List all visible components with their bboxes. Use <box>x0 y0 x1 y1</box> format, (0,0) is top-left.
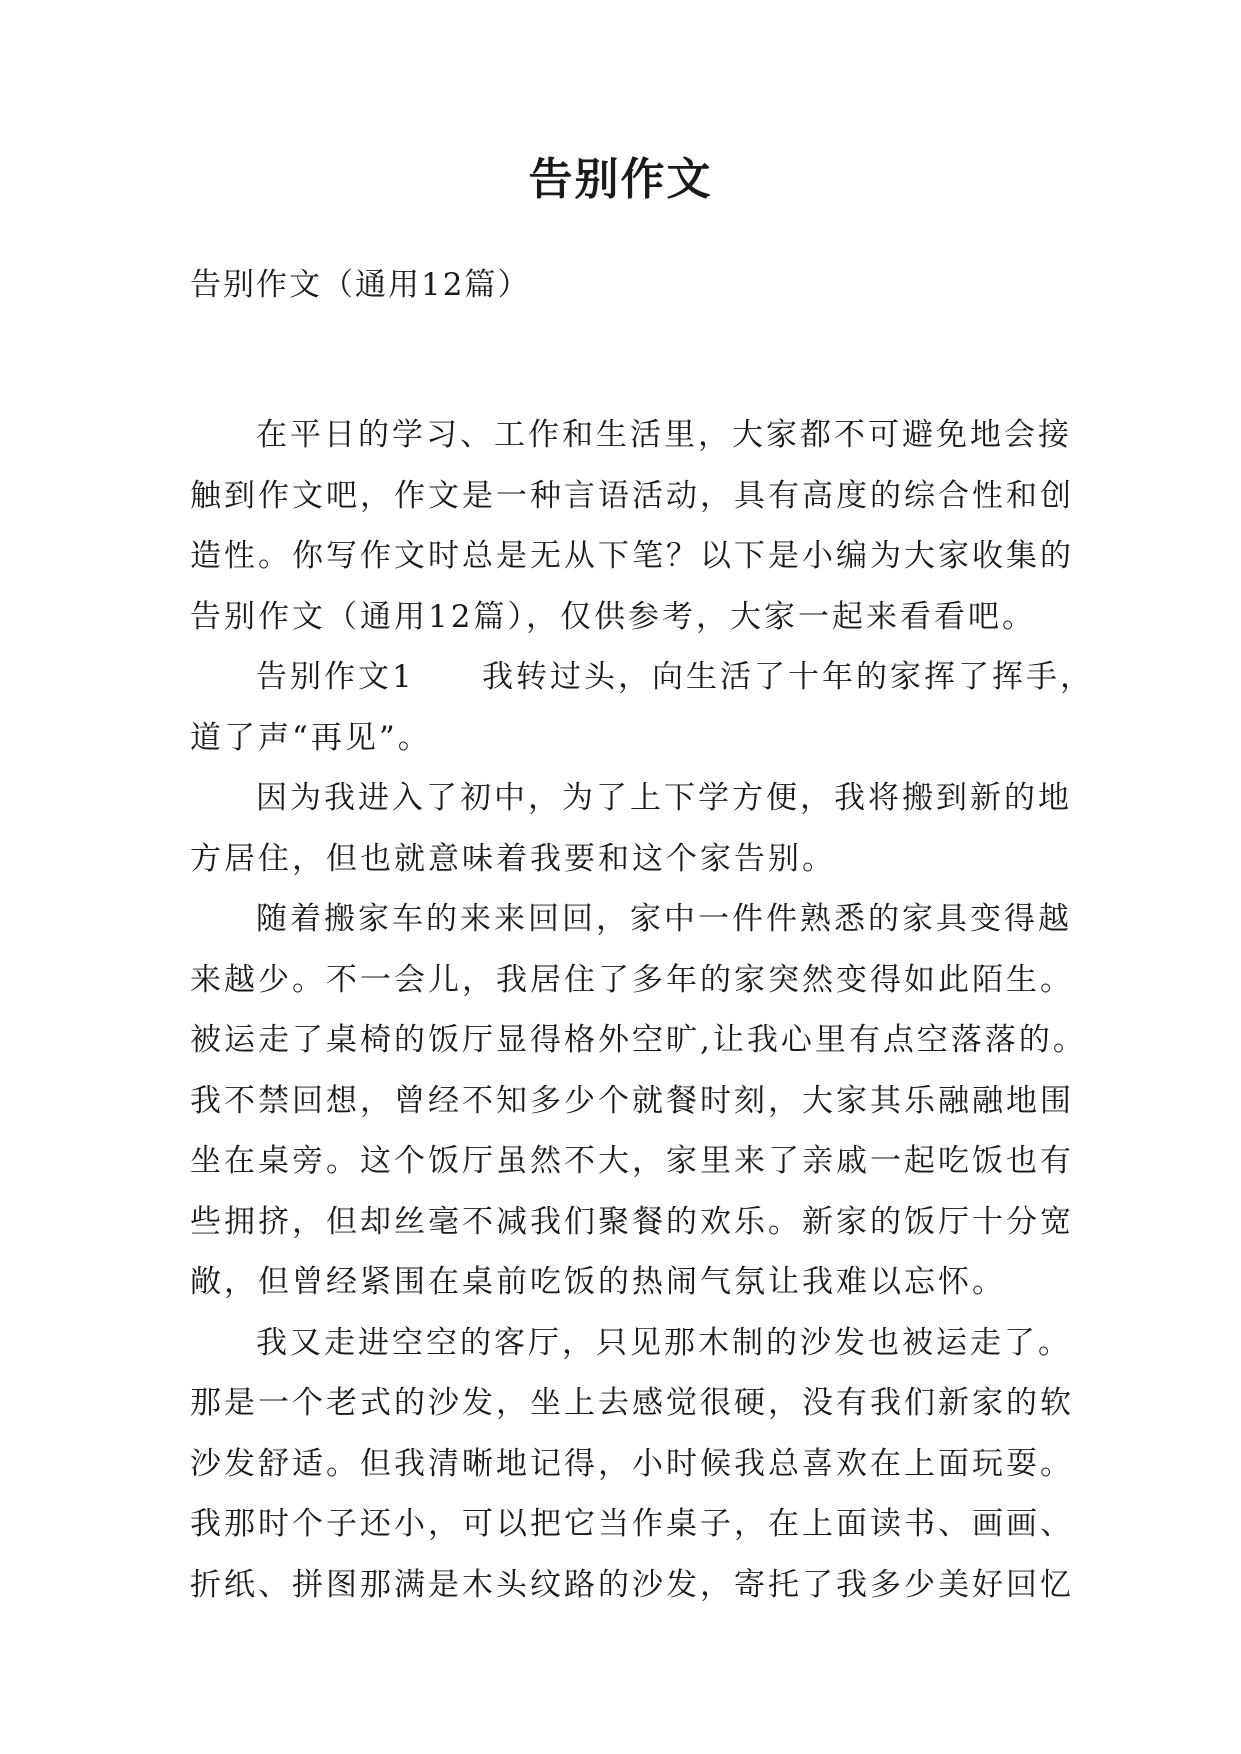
paragraph-text: 我转过头，向生活了十年的家挥了挥手， <box>482 659 1094 695</box>
paragraph-line: 坐在桌旁。这个饭厅虽然不大，家里来了亲戚一起吃饭也有 <box>190 1143 1074 1179</box>
paragraph-line: 在平日的学习、工作和生活里，大家都不可避免地会接 <box>256 417 1072 453</box>
paragraph-line: 道了声“再见”。 <box>190 719 432 756</box>
paragraph-line: 随着搬家车的来来回回，家中一件件熟悉的家具变得越 <box>256 901 1072 937</box>
paragraph-line: 被运走了桌椅的饭厅显得格外空旷,让我心里有点空落落的。 <box>190 1022 1087 1058</box>
paragraph-line: 些拥挤，但却丝毫不减我们聚餐的欢乐。新家的饭厅十分宽 <box>190 1203 1074 1240</box>
paragraph-line: 来越少。不一会儿，我居住了多年的家突然变得如此陌生。 <box>190 961 1074 998</box>
paragraph-line: 那是一个老式的沙发，坐上去感觉很硬，没有我们新家的软 <box>190 1385 1074 1421</box>
paragraph-line: 触到作文吧，作文是一种言语活动，具有高度的综合性和创 <box>190 477 1074 514</box>
paragraph-line: 我不禁回想，曾经不知多少个就餐时刻，大家其乐融融地围 <box>190 1082 1074 1119</box>
paragraph-line: 敞，但曾经紧围在桌前吃饭的热闹气氛让我难以忘怀。 <box>190 1264 1006 1300</box>
paragraph-line: 方居住，但也就意味着我要和这个家告别。 <box>190 840 836 877</box>
page-title: 告别作文 <box>528 154 713 205</box>
section-heading-line <box>190 647 1094 708</box>
paragraph-line: 因为我进入了初中，为了上下学方便，我将搬到新的地 <box>256 780 1072 816</box>
document-body <box>190 405 1094 1615</box>
paragraph-line: 告别作文（通用12篇），仅供参考，大家一起来看看吧。 <box>190 598 1036 635</box>
section-label: 告别作文1 <box>256 659 415 695</box>
paragraph-line: 造性。你写作文时总是无从下笔？以下是小编为大家收集的 <box>190 538 1074 574</box>
paragraph-line: 我又走进空空的客厅，只见那木制的沙发也被运走了。 <box>256 1324 1072 1361</box>
paragraph-line: 沙发舒适。但我清晰地记得，小时候我总喜欢在上面玩耍。 <box>190 1445 1074 1482</box>
paragraph-line: 我那时个子还小，可以把它当作桌子，在上面读书、画画、 <box>190 1506 1074 1542</box>
paragraph-line: 折纸、拼图那满是木头纹路的沙发，寄托了我多少美好回忆 <box>190 1566 1074 1603</box>
document-subtitle: 告别作文（通用12篇） <box>190 267 531 303</box>
